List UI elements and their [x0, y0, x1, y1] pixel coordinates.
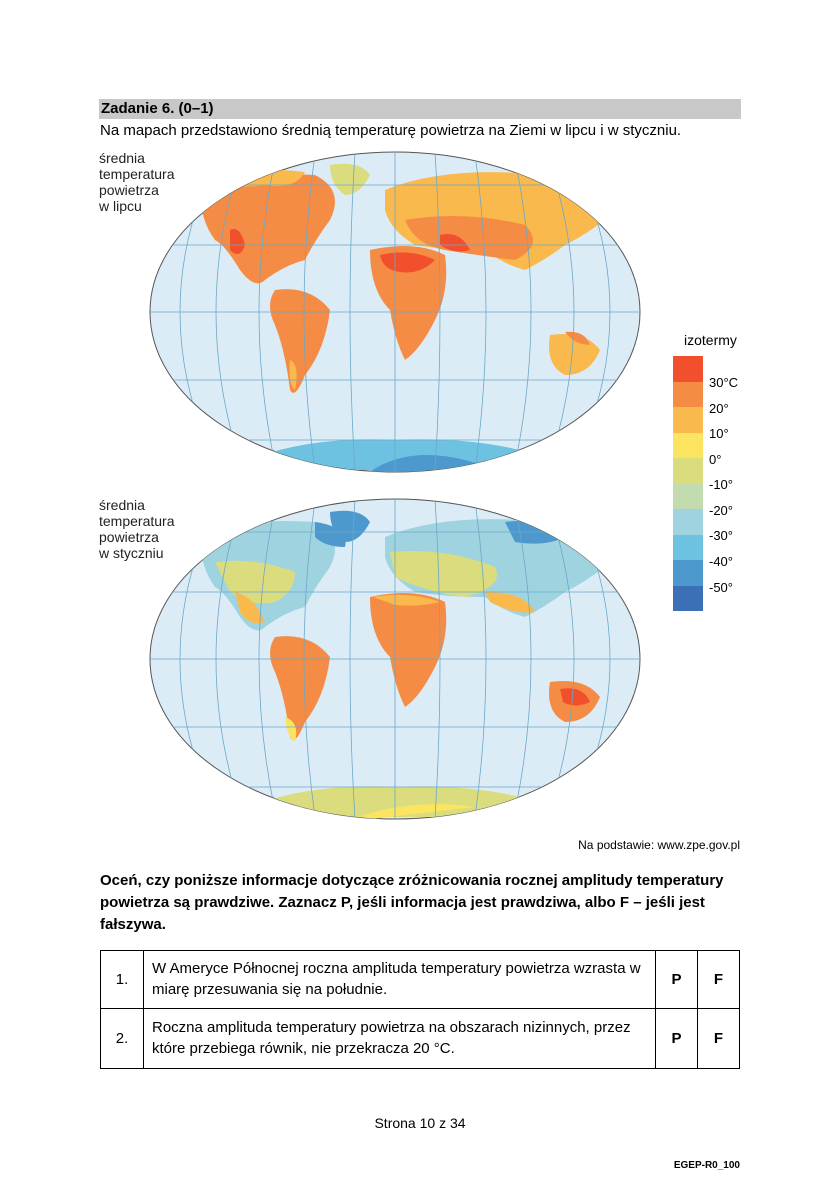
legend-tick: 10°	[709, 426, 729, 441]
false-option[interactable]: F	[698, 1009, 740, 1069]
legend-swatch	[673, 407, 703, 433]
legend-tick: -10°	[709, 477, 733, 492]
july-map-label: średnia temperatura powietrza w lipcu	[99, 150, 175, 214]
true-option[interactable]: P	[656, 951, 698, 1009]
legend-swatch	[673, 484, 703, 510]
january-temperature-map	[145, 497, 645, 822]
legend-swatch	[673, 509, 703, 535]
legend-swatch	[673, 356, 703, 382]
legend-tick: 30°C	[709, 375, 739, 390]
task-intro: Na mapach przedstawiono średnią temperaturę powietrza na Ziemi w lipcu i w styczniu.	[100, 122, 682, 139]
july-temperature-map	[145, 150, 645, 475]
true-false-table	[100, 950, 740, 1069]
legend-tick: -20°	[709, 503, 733, 518]
january-map-label: średnia temperatura powietrza w styczniu	[99, 497, 175, 561]
legend-title: izotermy	[684, 332, 737, 348]
page-number: Strona 10 z 34	[374, 1115, 466, 1131]
exam-code: EGEP-R0_100	[673, 1160, 740, 1171]
source-note: Na podstawie: www.zpe.gov.pl	[578, 838, 740, 852]
task-instruction: Oceń, czy poniższe informacje dotyczące zróżnicowania rocznej amplitudy temperatury powietrza są prawdziwe. Zaznacz P, jeśli informacja jest prawdziwa, albo F – jeśli jest fałszywa.	[100, 872, 724, 933]
legend-swatch	[673, 586, 703, 612]
isotherm-legend-bar	[673, 356, 703, 611]
legend-swatch	[673, 458, 703, 484]
statement-text: W Ameryce Północnej roczna amplituda temperatury powietrza wzrasta w miarę przesuwania się na południe.	[144, 951, 656, 1009]
table-row	[101, 951, 740, 1009]
legend-swatch	[673, 382, 703, 408]
legend-tick: 0°	[709, 452, 722, 467]
true-option[interactable]: P	[656, 1009, 698, 1069]
statement-number: 1.	[101, 951, 144, 1009]
legend-swatch	[673, 560, 703, 586]
legend-tick: -30°	[709, 528, 733, 543]
false-option[interactable]: F	[698, 951, 740, 1009]
table-row	[101, 1009, 740, 1069]
legend-tick: -50°	[709, 580, 733, 595]
legend-tick: 20°	[709, 401, 729, 416]
legend-swatch	[673, 535, 703, 561]
statement-text: Roczna amplituda temperatury powietrza na obszarach nizinnych, przez które przebiega równik, nie przekracza 20 °C.	[144, 1009, 656, 1069]
task-header: Zadanie 6. (0–1)	[99, 99, 741, 119]
legend-swatch	[673, 433, 703, 459]
legend-tick: -40°	[709, 554, 733, 569]
statement-number: 2.	[101, 1009, 144, 1069]
